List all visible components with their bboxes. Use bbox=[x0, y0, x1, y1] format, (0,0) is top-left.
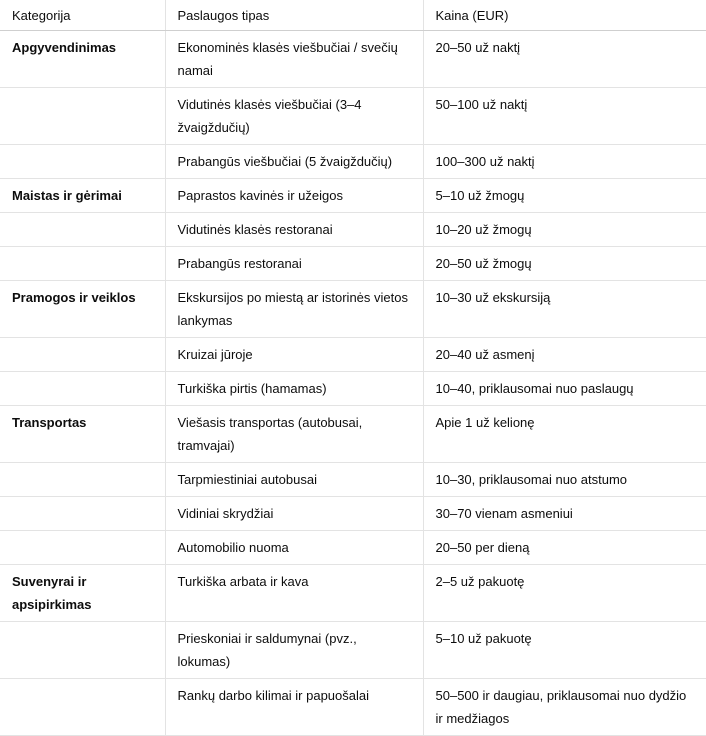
price-cell: 50–500 ir daugiau, priklausomai nuo dydžio ir medžiagos bbox=[423, 679, 706, 736]
table-row bbox=[0, 247, 706, 281]
category-cell bbox=[0, 338, 165, 372]
category-cell bbox=[0, 145, 165, 179]
category-cell: Suvenyrai ir apsipirkimas bbox=[0, 565, 165, 622]
category-cell bbox=[0, 463, 165, 497]
category-cell bbox=[0, 372, 165, 406]
table-row bbox=[0, 179, 706, 213]
service-cell: Prieskoniai ir saldumynai (pvz., lokumas) bbox=[165, 622, 423, 679]
header-price: Kaina (EUR) bbox=[423, 0, 706, 31]
category-cell bbox=[0, 679, 165, 736]
table-row bbox=[0, 338, 706, 372]
table-row bbox=[0, 497, 706, 531]
table-row bbox=[0, 213, 706, 247]
table-row bbox=[0, 31, 706, 88]
service-cell: Automobilio nuoma bbox=[165, 531, 423, 565]
service-cell: Turkiška pirtis (hamamas) bbox=[165, 372, 423, 406]
service-cell: Ekonominės klasės viešbučiai / svečių namai bbox=[165, 31, 423, 88]
price-cell: 20–50 už naktį bbox=[423, 31, 706, 88]
service-cell: Vidiniai skrydžiai bbox=[165, 497, 423, 531]
category-cell bbox=[0, 213, 165, 247]
table-row bbox=[0, 531, 706, 565]
price-cell: 2–5 už pakuotę bbox=[423, 565, 706, 622]
service-cell: Kruizai jūroje bbox=[165, 338, 423, 372]
table-row bbox=[0, 679, 706, 736]
service-cell: Prabangūs viešbučiai (5 žvaigždučių) bbox=[165, 145, 423, 179]
table-row bbox=[0, 281, 706, 338]
category-cell bbox=[0, 497, 165, 531]
service-cell: Viešasis transportas (autobusai, tramvajai) bbox=[165, 406, 423, 463]
table-row bbox=[0, 622, 706, 679]
table-row bbox=[0, 145, 706, 179]
price-cell: 20–40 už asmenį bbox=[423, 338, 706, 372]
service-cell: Turkiška arbata ir kava bbox=[165, 565, 423, 622]
price-cell: 5–10 už pakuotę bbox=[423, 622, 706, 679]
category-cell: Apgyvendinimas bbox=[0, 31, 165, 88]
service-cell: Prabangūs restoranai bbox=[165, 247, 423, 281]
table-row bbox=[0, 463, 706, 497]
service-cell: Ekskursijos po miestą ar istorinės vietos lankymas bbox=[165, 281, 423, 338]
service-cell: Rankų darbo kilimai ir papuošalai bbox=[165, 679, 423, 736]
service-cell: Vidutinės klasės viešbučiai (3–4 žvaigždučių) bbox=[165, 88, 423, 145]
service-cell: Paprastos kavinės ir užeigos bbox=[165, 179, 423, 213]
category-cell: Pramogos ir veiklos bbox=[0, 281, 165, 338]
price-cell: 50–100 už naktį bbox=[423, 88, 706, 145]
category-cell bbox=[0, 247, 165, 281]
table-row bbox=[0, 565, 706, 622]
price-cell: 100–300 už naktį bbox=[423, 145, 706, 179]
service-cell: Vidutinės klasės restoranai bbox=[165, 213, 423, 247]
price-cell: 10–20 už žmogų bbox=[423, 213, 706, 247]
header-service-type: Paslaugos tipas bbox=[165, 0, 423, 31]
category-cell: Maistas ir gėrimai bbox=[0, 179, 165, 213]
category-cell bbox=[0, 531, 165, 565]
category-cell bbox=[0, 88, 165, 145]
price-cell: 20–50 per dieną bbox=[423, 531, 706, 565]
price-cell: 20–50 už žmogų bbox=[423, 247, 706, 281]
price-cell: 10–30, priklausomai nuo atstumo bbox=[423, 463, 706, 497]
table-row bbox=[0, 406, 706, 463]
price-cell: 30–70 vienam asmeniui bbox=[423, 497, 706, 531]
service-cell: Tarpmiestiniai autobusai bbox=[165, 463, 423, 497]
header-category: Kategorija bbox=[0, 0, 165, 31]
category-cell: Transportas bbox=[0, 406, 165, 463]
table-row bbox=[0, 372, 706, 406]
table-header-row bbox=[0, 0, 706, 31]
category-cell bbox=[0, 622, 165, 679]
table-row bbox=[0, 88, 706, 145]
price-cell: 10–40, priklausomai nuo paslaugų bbox=[423, 372, 706, 406]
price-cell: Apie 1 už kelionę bbox=[423, 406, 706, 463]
price-cell: 5–10 už žmogų bbox=[423, 179, 706, 213]
price-cell: 10–30 už ekskursiją bbox=[423, 281, 706, 338]
